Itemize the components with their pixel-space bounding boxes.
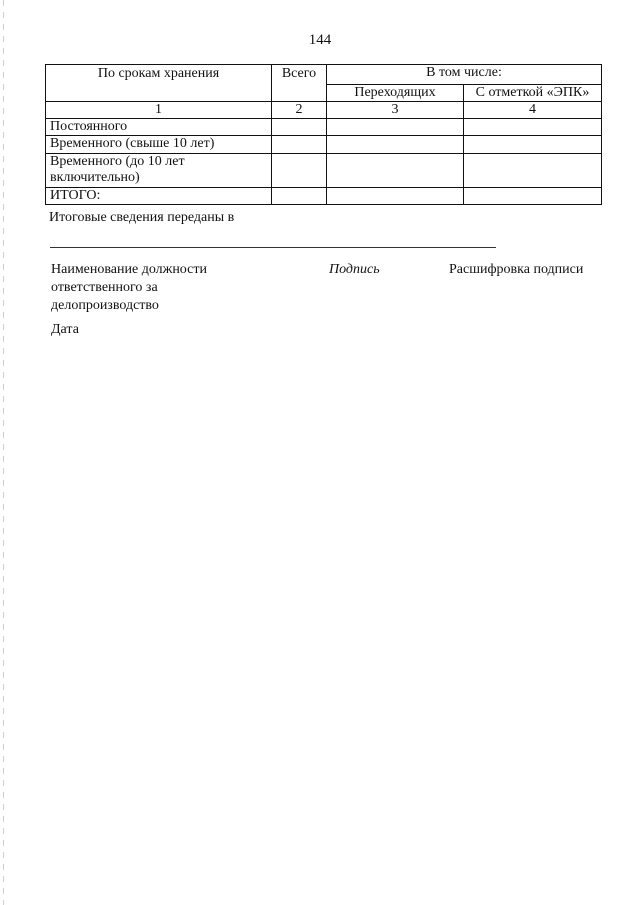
transfer-statement: Итоговые сведения переданы в — [49, 210, 235, 225]
table-column-numbers-row — [46, 102, 602, 119]
row-epk-cell — [464, 188, 602, 205]
signature-label: Подпись — [329, 262, 380, 277]
row-total-cell — [272, 154, 327, 188]
signature-decoding-label: Расшифровка подписи — [449, 262, 584, 277]
row-carried-over-cell — [327, 136, 464, 154]
row-total-cell — [272, 119, 327, 136]
header-including: В том числе: — [327, 65, 602, 85]
table-row-total — [46, 188, 602, 205]
table-header-row-1 — [46, 65, 602, 85]
column-number-1: 1 — [46, 102, 272, 119]
date-label: Дата — [51, 322, 79, 337]
row-epk-cell — [464, 154, 602, 188]
header-total: Всего — [272, 65, 327, 102]
row-label: ИТОГО: — [46, 188, 272, 205]
row-total-cell — [272, 136, 327, 154]
records-summary-table — [45, 64, 602, 205]
row-carried-over-cell — [327, 119, 464, 136]
row-label: Постоянного — [46, 119, 272, 136]
table-row — [46, 136, 602, 154]
row-carried-over-cell — [327, 188, 464, 205]
row-total-cell — [272, 188, 327, 205]
header-carried-over: Переходящих — [327, 85, 464, 102]
column-number-4: 4 — [464, 102, 602, 119]
fill-in-line — [50, 247, 496, 248]
page-number: 144 — [308, 32, 332, 48]
header-storage-period: По срокам хранения — [46, 65, 272, 102]
column-number-2: 2 — [272, 102, 327, 119]
position-title-label: Наименование должности ответственного за делопроизводство — [51, 262, 207, 313]
row-label: Временного (до 10 лет включительно) — [46, 154, 272, 188]
scan-edge-artifact — [3, 0, 4, 905]
column-number-3: 3 — [327, 102, 464, 119]
row-epk-cell — [464, 136, 602, 154]
header-epk-mark: С отметкой «ЭПК» — [464, 85, 602, 102]
row-epk-cell — [464, 119, 602, 136]
table-row — [46, 154, 602, 188]
row-label: Временного (свыше 10 лет) — [46, 136, 272, 154]
row-carried-over-cell — [327, 154, 464, 188]
table-row — [46, 119, 602, 136]
